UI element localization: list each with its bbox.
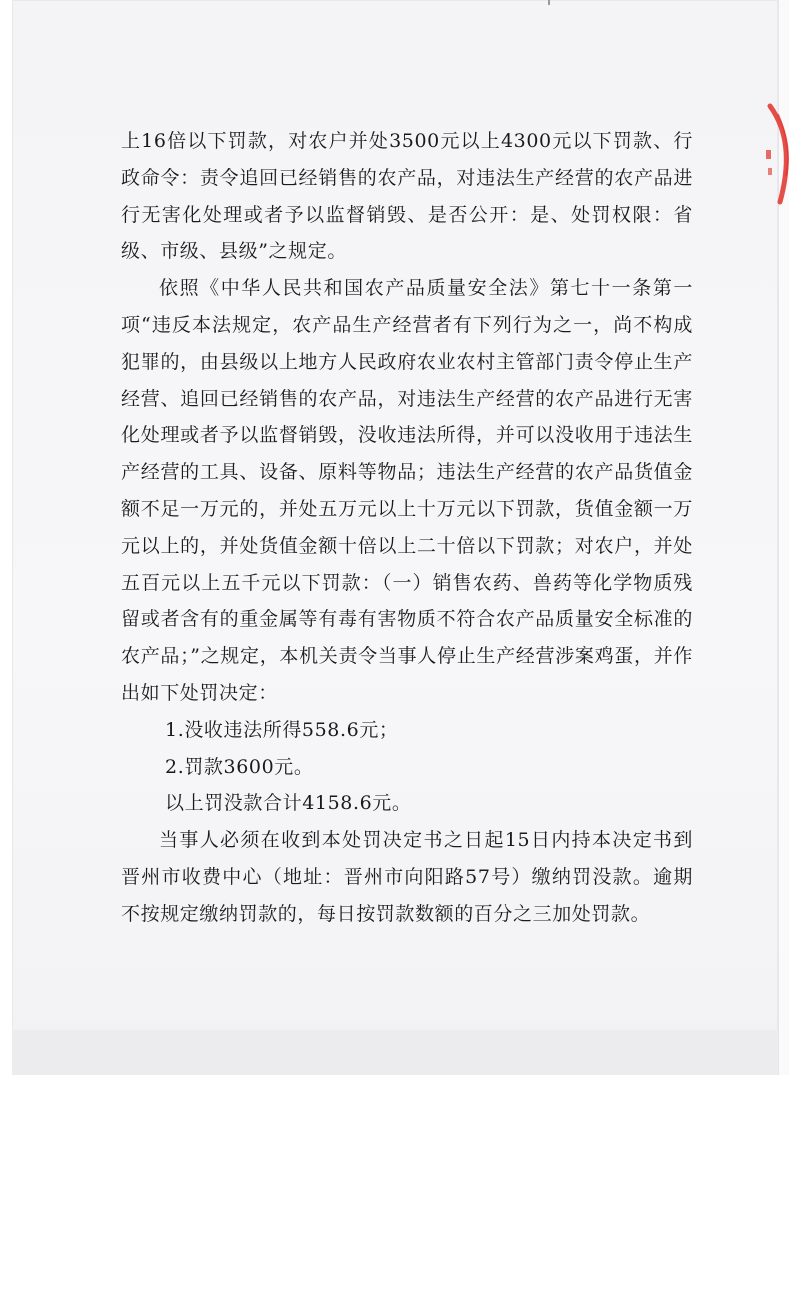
- scan-bottom-strip: [12, 1030, 778, 1075]
- penalty-total: 以上罚没款合计4158.6元。: [165, 792, 412, 815]
- paragraph-payment-instructions: 当事人必须在收到本处罚决定书之日起15日内持本决定书到晋州市收费中心（地址：晋州市向阳路57号）缴纳罚没款。逾期不按规定缴纳罚款的，每日按罚款数额的百分之三加处罚款。: [121, 829, 693, 925]
- scan-mark: [548, 0, 550, 5]
- penalty-item-fine: 2.罚款3600元。: [165, 755, 314, 778]
- penalty-item-confiscation: 1.没收违法所得558.6元；: [165, 718, 399, 741]
- paragraph-legal-basis: 依照《中华人民共和国农产品质量安全法》第七十一条第一项“违反本法规定，农产品生产经营者有下列行为之一，尚不构成犯罪的，由县级以上地方人民政府农业农村主管部门责令停止生产经营、追回已经销售的农产品，对违法生产经营的农产品进行无害化处理或者予以监督销毁，没收违法所得，并可以没收用于违法生产经营的工具、设备、原料等物品；违法生产经营的农产品货值金额不足一万元的，并处五万元以上十万元以下罚款，货值金额一万元以上的，并处货值金额十倍以上二十倍以下罚款；对农户，并处五百元以上五千元以下罚款：（一）销售农药、兽药等化学物质残留或者含有的重金属等有毒有害物质不符合农产品质量安全标准的农产品；”之规定，本机关责令当事人停止生产经营涉案鸡蛋，并作出如下处罚决定：: [121, 277, 693, 704]
- official-seal-fragment: [758, 98, 789, 218]
- paragraph-continuation: 上16倍以下罚款，对农户并处3500元以上4300元以下罚款、行政命令：责令追回已经销售的农产品，对违法生产经营的农产品进行无害化处理或者予以监督销毁、是否公开：是、处罚权限：省级、市级、县级”之规定。: [121, 130, 693, 263]
- document-body: [121, 123, 693, 933]
